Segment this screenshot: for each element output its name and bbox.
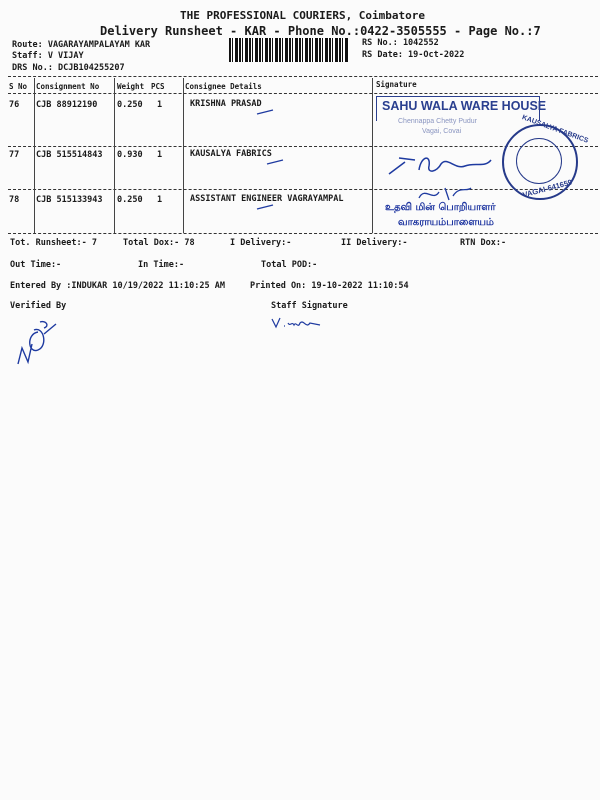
tick-mark: [265, 158, 285, 166]
tot-runsheet: Tot. Runsheet:- 7: [10, 238, 97, 248]
col-signature: Signature: [376, 80, 417, 89]
row-sno: 76: [9, 100, 20, 110]
col-consignment: Consignment No: [36, 82, 100, 91]
divider: [8, 76, 598, 77]
row-consignee: KAUSALYA FABRICS: [190, 149, 272, 159]
row-weight: 0.930: [117, 150, 143, 160]
tamil-stamp-line2: வாகராயம்பாளையம்: [398, 217, 494, 228]
row-sno: 77: [9, 150, 20, 160]
row-sno: 78: [9, 195, 20, 205]
col-pcs: PCS: [151, 82, 165, 91]
round-stamp-inner: [516, 138, 562, 184]
warehouse-stamp-line2: Vagai, Covai: [422, 128, 462, 135]
drs-number: DRS No.: DCJB104255207: [12, 63, 125, 73]
column-divider: [34, 78, 35, 233]
divider: [8, 93, 598, 94]
row-pcs: 1: [157, 100, 163, 110]
row-weight: 0.250: [117, 100, 143, 110]
tick-mark: [255, 108, 275, 116]
row-weight: 0.250: [117, 195, 143, 205]
runsheet-subtitle: Delivery Runsheet - KAR - Phone No.:0422-3505555 - Page No.:7: [100, 24, 541, 38]
column-divider: [114, 78, 115, 233]
staff-signature-icon: [270, 315, 330, 331]
total-dox: Total Dox:- 78: [123, 238, 195, 248]
tamil-stamp-line1: உதவி மின் பொறியாளர்: [385, 202, 496, 213]
row-consignment[interactable]: CJB 515514843: [36, 150, 103, 160]
row-pcs: 1: [157, 195, 163, 205]
warehouse-stamp-line1: Chennappa Chetty Pudur: [398, 118, 477, 125]
rtn-dox: RTN Dox:-: [460, 238, 507, 248]
ii-delivery: II Delivery:-: [341, 238, 408, 248]
round-stamp-top-text: KAUSALYA FABRICS: [520, 114, 590, 145]
total-pod: Total POD:-: [261, 260, 318, 270]
printed-on: Printed On: 19-10-2022 11:10:54: [250, 281, 409, 291]
round-stamp-bottom-text: VAGAI-641659: [521, 177, 574, 200]
tick-mark: [255, 203, 275, 211]
row-consignment[interactable]: CJB 515133943: [36, 195, 103, 205]
column-divider: [372, 78, 373, 233]
rs-date: RS Date: 19-Oct-2022: [362, 50, 465, 60]
rs-number: RS No.: 1042552: [362, 38, 439, 48]
col-weight: Weight: [117, 82, 145, 91]
divider: [8, 233, 598, 234]
row-consignment[interactable]: CJB 88912190: [36, 100, 98, 110]
col-sno: S No: [9, 82, 28, 91]
out-time: Out Time:-: [10, 260, 62, 270]
staff-signature-label: Staff Signature: [271, 301, 348, 311]
staff-label: Staff: V VIJAY: [12, 51, 84, 61]
verified-signature-icon: [14, 318, 64, 370]
col-consignee: Consignee Details: [185, 82, 262, 91]
row-consignee: KRISHNA PRASAD: [190, 99, 262, 109]
entered-by: Entered By :INDUKAR 10/19/2022 11:10:25 AM: [10, 281, 225, 291]
signature-icon: [385, 148, 495, 180]
in-time: In Time:-: [138, 260, 185, 270]
divider: [8, 189, 598, 190]
i-delivery: I Delivery:-: [230, 238, 292, 248]
row-consignee: ASSISTANT ENGINEER VAGRAYAMPAL: [190, 194, 344, 204]
company-title: THE PROFESSIONAL COURIERS, Coimbatore: [180, 9, 426, 22]
barcode: [229, 38, 349, 62]
warehouse-stamp-title: SAHU WALA WARE HOUSE: [382, 99, 547, 113]
verified-by-label: Verified By: [10, 301, 67, 311]
row-pcs: 1: [157, 150, 163, 160]
route-label: Route: VAGARAYAMPALAYAM KAR: [12, 40, 151, 50]
column-divider: [183, 78, 184, 233]
signature-icon: [415, 182, 475, 204]
